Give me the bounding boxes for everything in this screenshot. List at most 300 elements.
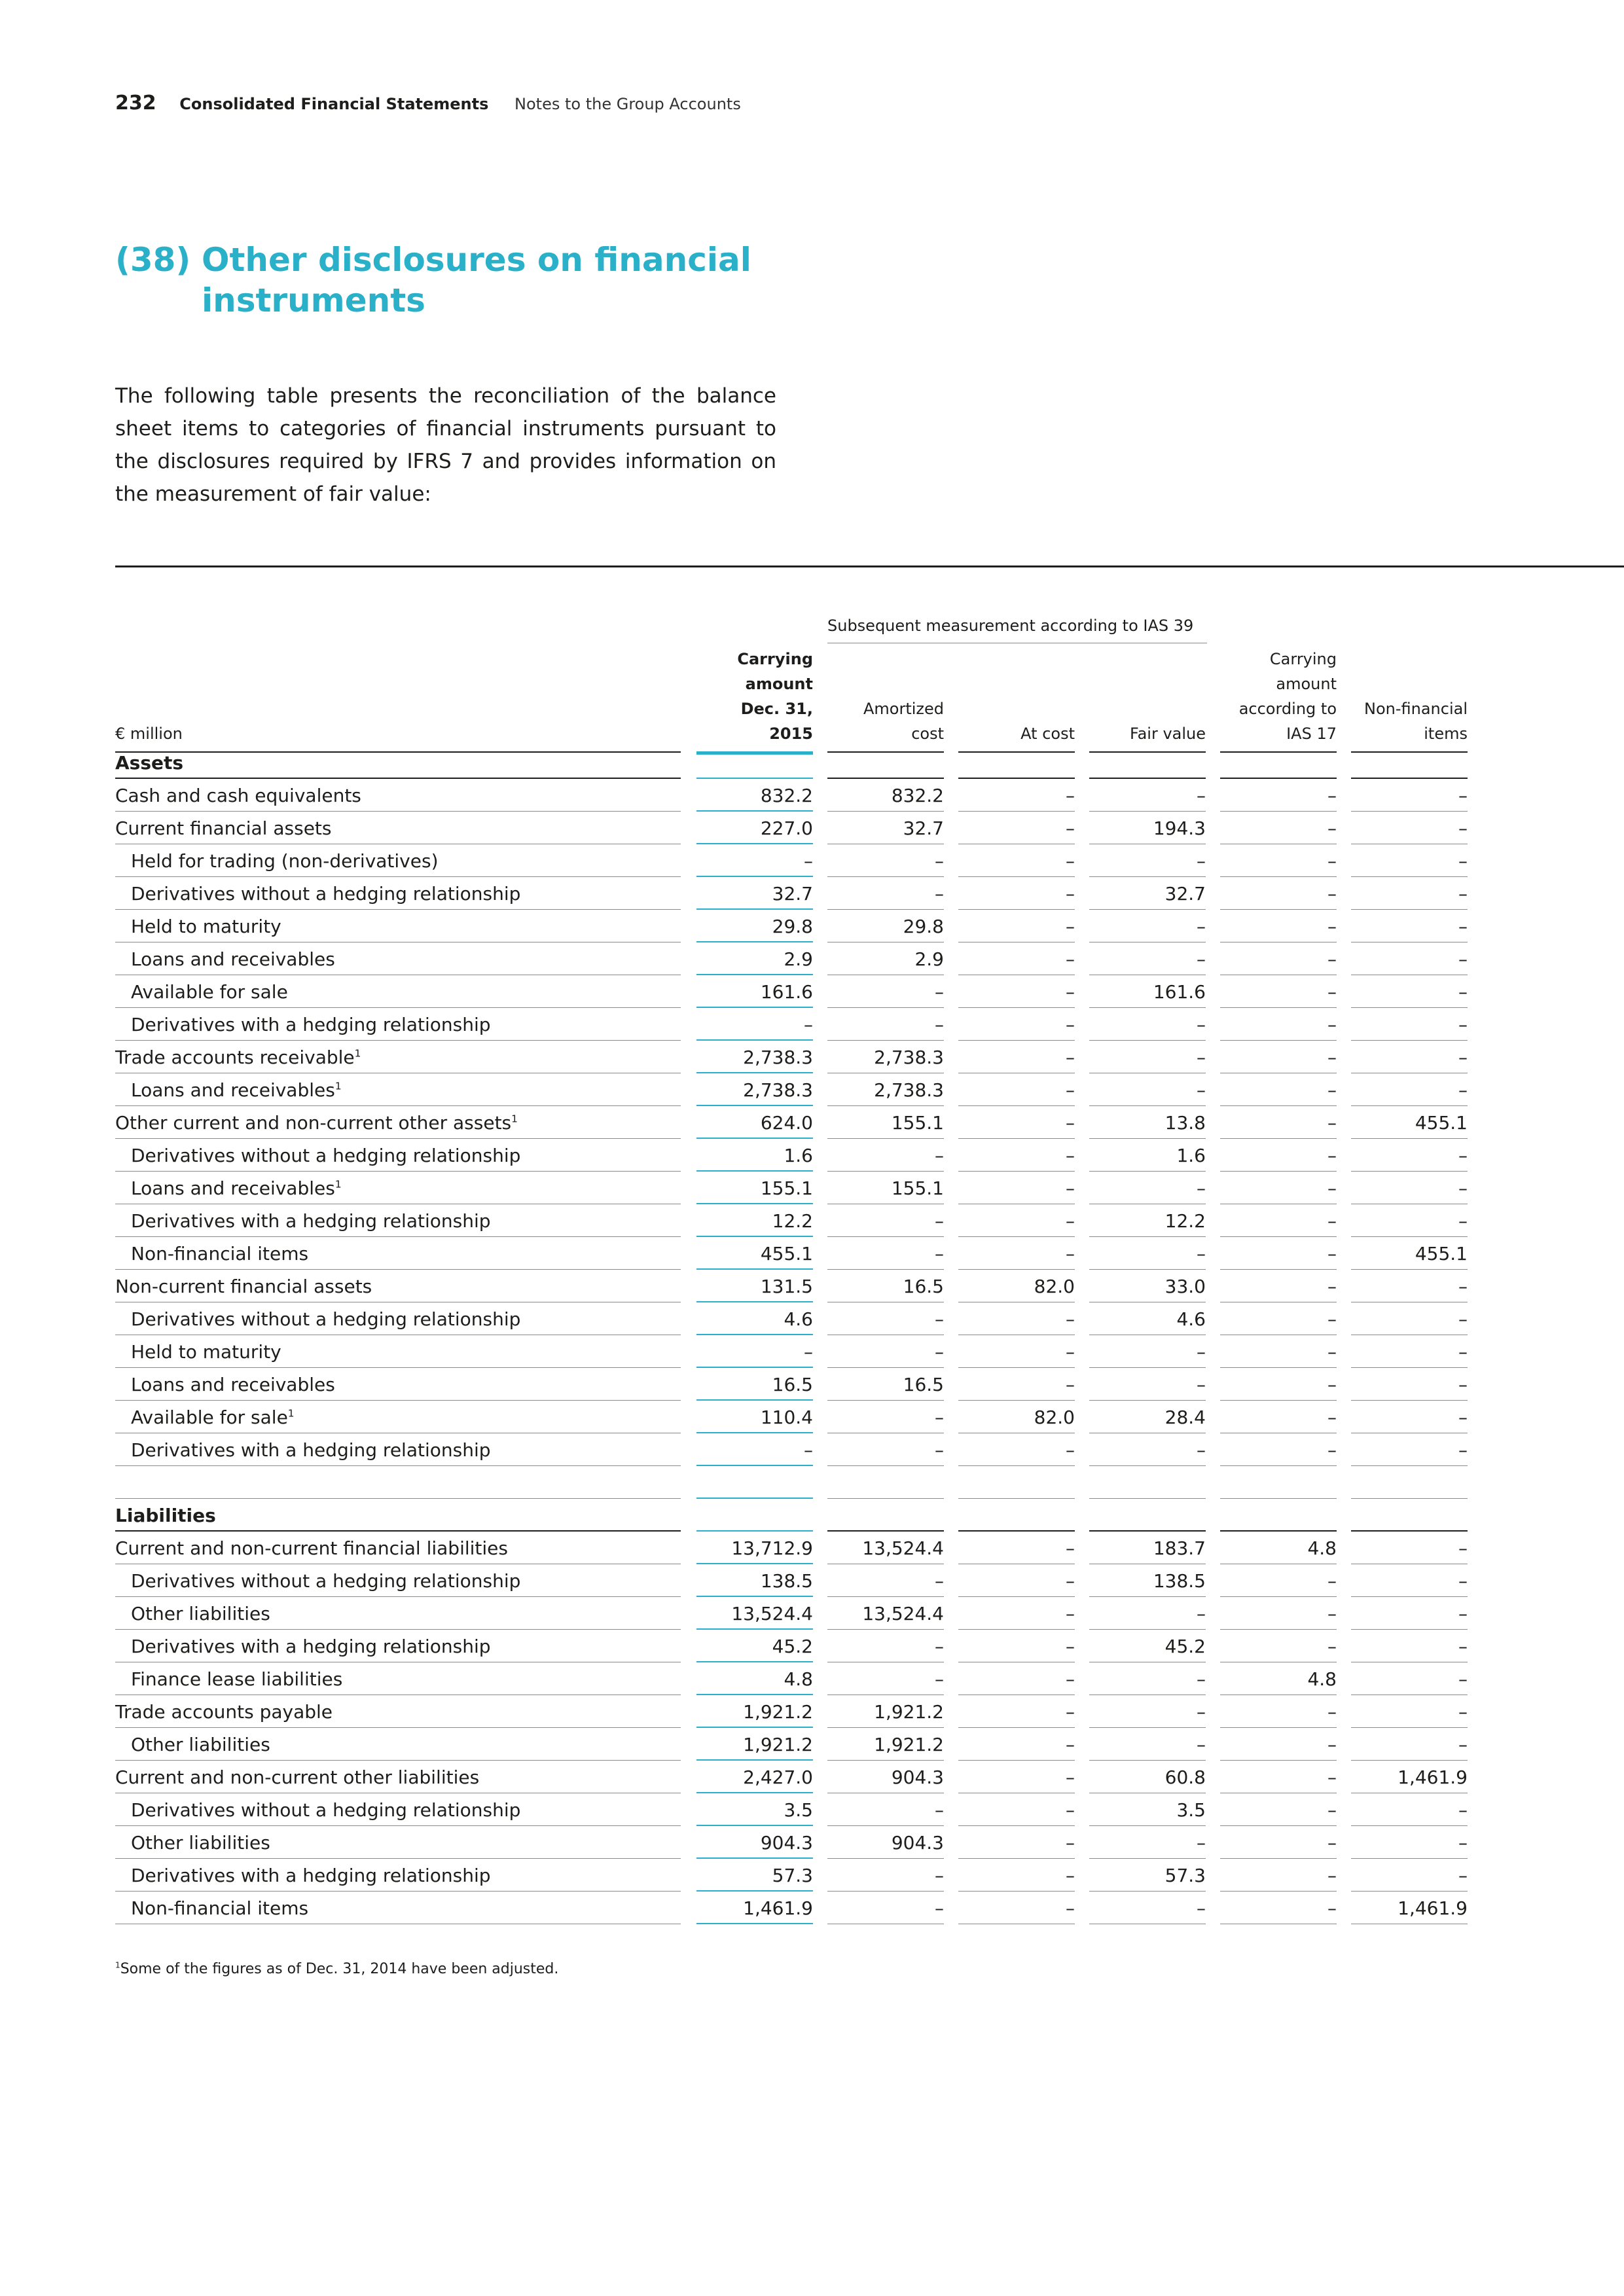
cell-value: – [1066, 1832, 1075, 1854]
table-cell [696, 1270, 813, 1302]
table-cell [696, 1433, 813, 1466]
table-cell [958, 779, 1075, 812]
table-cell [827, 1433, 944, 1466]
table-cell [1220, 1892, 1337, 1924]
cell-value: 4.8 [1307, 1537, 1337, 1559]
table-cell [1089, 1041, 1206, 1073]
table-cell [958, 1237, 1075, 1270]
cell-value: 45.2 [772, 1636, 813, 1657]
table-cell [696, 1172, 813, 1204]
table-cell [1351, 1008, 1468, 1041]
cell-value: 13,524.4 [862, 1603, 944, 1624]
cell-value: – [1458, 1374, 1468, 1395]
table-cell [696, 746, 813, 779]
row-label [131, 1308, 520, 1330]
row-label [131, 1407, 295, 1428]
table-cell [958, 1793, 1075, 1826]
table-row [115, 779, 1470, 812]
table-cell [958, 1041, 1075, 1073]
cell-value: – [1327, 850, 1337, 872]
row-label [131, 1177, 342, 1199]
table-cell [1220, 1499, 1337, 1532]
row-label [115, 1047, 361, 1068]
column-header-4 [1089, 721, 1206, 746]
table-cell [696, 1728, 813, 1761]
footnote-ref: 1 [354, 1047, 361, 1060]
cell-value: – [1066, 916, 1075, 937]
table-cell [958, 1172, 1075, 1204]
row-label-text: Trade accounts receivable [115, 1047, 355, 1068]
table-cell [1351, 877, 1468, 910]
cell-value: – [1458, 1701, 1468, 1723]
table-cell [1089, 1466, 1206, 1499]
cell-value: – [1066, 1537, 1075, 1559]
cell-value: 904.3 [891, 1767, 944, 1788]
cell-value: – [1066, 1112, 1075, 1134]
table-cell [958, 1139, 1075, 1172]
table-cell [827, 1826, 944, 1859]
cell-value: – [1327, 981, 1337, 1003]
table-cell [958, 1335, 1075, 1368]
table-cell [1089, 1499, 1206, 1532]
cell-value: – [1458, 1865, 1468, 1886]
cell-value: – [935, 1308, 944, 1330]
row-label-text: Available for sale [131, 1407, 288, 1428]
table-cell [1089, 779, 1206, 812]
column-header-line: items [1424, 725, 1468, 743]
cell-value: 4.8 [784, 1668, 813, 1690]
cell-value: – [1066, 1341, 1075, 1363]
table-cell [1351, 1270, 1468, 1302]
cell-value: – [1066, 817, 1075, 839]
cell-value: – [1458, 1047, 1468, 1068]
table-cell [1351, 910, 1468, 942]
table-cell [1351, 1335, 1468, 1368]
table-cell [696, 1302, 813, 1335]
table-row [115, 1433, 1470, 1466]
cell-value: – [1197, 1897, 1206, 1919]
cell-value: – [1458, 1832, 1468, 1854]
intro-paragraph: The following table presents the reconciliation of the balance sheet items to categories of financial instruments pursuant to the disclosures required by IFRS 7 and provides information on the measurement of fair value: [115, 384, 776, 506]
table-cell [827, 1597, 944, 1630]
table-cell [1089, 1597, 1206, 1630]
cell-value: 1,461.9 [743, 1897, 813, 1919]
table-cell [827, 1270, 944, 1302]
cell-value: – [1066, 1177, 1075, 1199]
table-cell [1351, 1139, 1468, 1172]
cell-value: – [1066, 1374, 1075, 1395]
cell-value: – [1327, 1603, 1337, 1624]
table-cell [958, 1728, 1075, 1761]
cell-value: – [1066, 1603, 1075, 1624]
table-cell [1089, 1335, 1206, 1368]
footnote-ref: 1 [334, 1080, 342, 1092]
cell-value: – [1327, 1865, 1337, 1886]
row-label [131, 883, 520, 905]
row-label [131, 1079, 342, 1101]
cell-value: – [1066, 1243, 1075, 1265]
table-row [115, 1564, 1470, 1597]
table-cell [1089, 1564, 1206, 1597]
table-cell [827, 1564, 944, 1597]
table-cell [696, 1695, 813, 1728]
table-cell [958, 1564, 1075, 1597]
cell-value: – [1066, 1799, 1075, 1821]
table-cell [1351, 1401, 1468, 1433]
cell-value: – [1066, 1897, 1075, 1919]
row-label [131, 916, 281, 937]
row-label [131, 1668, 342, 1690]
cell-value: – [1327, 1112, 1337, 1134]
cell-value: – [1327, 916, 1337, 937]
cell-value: – [1066, 883, 1075, 905]
cell-value: – [1458, 948, 1468, 970]
subsection-title: Notes to the Group Accounts [514, 95, 741, 113]
row-label-text: Derivatives with a hedging relationship [131, 1439, 491, 1461]
table-cell [696, 1139, 813, 1172]
row-label-text: Current financial assets [115, 817, 332, 839]
table-cell [958, 975, 1075, 1008]
cell-value: – [1327, 883, 1337, 905]
table-body [115, 746, 1470, 1924]
table-cell [1351, 1433, 1468, 1466]
table-cell [696, 1499, 813, 1532]
table-cell [1220, 1237, 1337, 1270]
cell-value: – [1458, 1407, 1468, 1428]
table-cell [1220, 975, 1337, 1008]
table-cell [696, 1204, 813, 1237]
top-rule [115, 565, 1624, 567]
cell-value: 1,921.2 [874, 1701, 944, 1723]
table-cell [696, 1662, 813, 1695]
table-row [115, 877, 1470, 910]
table-cell [1220, 1761, 1337, 1793]
row-label-text: Non-current financial assets [115, 1276, 372, 1297]
table-cell [1220, 1270, 1337, 1302]
table-cell [1351, 1041, 1468, 1073]
cell-value: – [1458, 817, 1468, 839]
row-label-text: Loans and receivables [131, 1079, 335, 1101]
table-cell [1351, 1564, 1468, 1597]
cell-value: 1,921.2 [874, 1734, 944, 1755]
table-cell [1220, 1695, 1337, 1728]
row-label [115, 1112, 518, 1134]
column-header-line: Carrying [737, 650, 813, 668]
cell-value: 33.0 [1164, 1276, 1206, 1297]
table-cell [1089, 1532, 1206, 1564]
row-label [131, 1341, 281, 1363]
row-label [131, 1014, 491, 1035]
unit-label [115, 721, 183, 746]
table-cell [1220, 1401, 1337, 1433]
table-cell [958, 1532, 1075, 1564]
row-label-text: Held for trading (non-derivatives) [131, 850, 439, 872]
table-cell [958, 1761, 1075, 1793]
row-label [115, 1767, 479, 1788]
row-label [131, 1734, 270, 1755]
table-row [115, 1892, 1470, 1924]
cell-value: – [1066, 1439, 1075, 1461]
cell-value: – [1327, 1799, 1337, 1821]
table-cell [1089, 1695, 1206, 1728]
row-label-text: Loans and receivables [131, 1374, 335, 1395]
cell-value: 455.1 [1415, 1243, 1468, 1265]
table-cell [958, 1826, 1075, 1859]
table-cell [1351, 975, 1468, 1008]
row-label-text: Liabilities [115, 1505, 216, 1526]
table-cell [827, 1237, 944, 1270]
cell-value: – [1197, 1177, 1206, 1199]
table-cell [1351, 812, 1468, 844]
cell-value: – [804, 1341, 813, 1363]
cell-value: – [935, 1014, 944, 1035]
page-header [115, 92, 741, 115]
row-label-text: Cash and cash equivalents [115, 785, 361, 806]
cell-value: – [935, 883, 944, 905]
table-cell [696, 1859, 813, 1892]
table-cell [827, 1761, 944, 1793]
cell-value: – [1327, 1701, 1337, 1723]
row-label-text: Non-financial items [131, 1243, 309, 1265]
row-label-text: Derivatives without a hedging relationship [131, 1799, 521, 1821]
table-cell [1089, 1237, 1206, 1270]
cell-value: – [1327, 1243, 1337, 1265]
footnote-marker: 1 [115, 1960, 120, 1970]
table-cell [958, 1302, 1075, 1335]
row-label-text: Assets [115, 752, 184, 774]
table-cell [1089, 1433, 1206, 1466]
table-cell [827, 1073, 944, 1106]
table-cell [1220, 1662, 1337, 1695]
table-cell [1220, 1826, 1337, 1859]
table-cell [1220, 1368, 1337, 1401]
table-cell [958, 746, 1075, 779]
row-label-text: Current and non-current other liabilities [115, 1767, 480, 1788]
table-row [115, 1728, 1470, 1761]
row-label [115, 817, 332, 839]
cell-value: – [1327, 1570, 1337, 1592]
cell-value: 832.2 [760, 785, 813, 806]
table-row [115, 1335, 1470, 1368]
table-cell [696, 1793, 813, 1826]
cell-value: – [1327, 1832, 1337, 1854]
row-label [131, 1570, 520, 1592]
table-row [115, 1401, 1470, 1433]
note-number: (38) [115, 241, 191, 279]
table-cell [1351, 1532, 1468, 1564]
cell-value: – [1458, 883, 1468, 905]
cell-value: – [1327, 1014, 1337, 1035]
table-cell [1089, 1106, 1206, 1139]
table-cell [1351, 1793, 1468, 1826]
cell-value: – [1458, 1145, 1468, 1166]
cell-value: – [1458, 1734, 1468, 1755]
row-label-text: Derivatives with a hedging relationship [131, 1636, 491, 1657]
cell-value: 1,461.9 [1398, 1897, 1468, 1919]
table-cell [1351, 1302, 1468, 1335]
table-row [115, 1172, 1470, 1204]
cell-value: 13,712.9 [731, 1537, 813, 1559]
table-cell [827, 1041, 944, 1073]
cell-value: – [1458, 1079, 1468, 1101]
table-cell [1351, 1499, 1468, 1532]
table-cell [696, 1892, 813, 1924]
row-label [131, 1897, 308, 1919]
table-cell [1351, 1597, 1468, 1630]
table-cell [827, 877, 944, 910]
table-cell [958, 1368, 1075, 1401]
table-cell [827, 1793, 944, 1826]
table-cell [1089, 1073, 1206, 1106]
cell-value: – [1197, 1668, 1206, 1690]
cell-value: 904.3 [891, 1832, 944, 1854]
cell-value: – [804, 1014, 813, 1035]
cell-value: 16.5 [903, 1276, 944, 1297]
row-label [131, 1865, 491, 1886]
cell-value: – [1458, 1210, 1468, 1232]
table-cell [1351, 1204, 1468, 1237]
cell-value: – [1066, 1767, 1075, 1788]
table-cell [827, 1302, 944, 1335]
cell-value: – [1197, 850, 1206, 872]
cell-value: 183.7 [1153, 1537, 1206, 1559]
cell-value: – [1458, 1570, 1468, 1592]
cell-value: – [1458, 1308, 1468, 1330]
row-label-text: Held to maturity [131, 916, 281, 937]
cell-value: 832.2 [891, 785, 944, 806]
cell-value: – [1327, 1407, 1337, 1428]
column-header-line: Carrying [1269, 650, 1337, 668]
table-cell [958, 1597, 1075, 1630]
footnote-text: Some of the figures as of Dec. 31, 2014 have been adjusted. [120, 1961, 559, 1977]
row-label [131, 850, 439, 872]
table-cell [1089, 1662, 1206, 1695]
cell-value: 12.2 [1164, 1210, 1206, 1232]
table-cell [1089, 812, 1206, 844]
cell-value: 60.8 [1164, 1767, 1206, 1788]
cell-value: – [1327, 1439, 1337, 1461]
unit-label-text: € million [115, 725, 183, 743]
column-header-1 [696, 647, 813, 746]
table-cell [1220, 877, 1337, 910]
table-row [115, 1008, 1470, 1041]
table-row [115, 1662, 1470, 1695]
cell-value: 2,738.3 [874, 1047, 944, 1068]
column-header-2 [827, 696, 944, 746]
table-cell [1089, 1826, 1206, 1859]
cell-value: – [1197, 1701, 1206, 1723]
cell-value: 455.1 [1415, 1112, 1468, 1134]
column-header-5 [1220, 647, 1337, 746]
cell-value: – [1197, 1439, 1206, 1461]
row-label [115, 785, 361, 806]
cell-value: 82.0 [1034, 1276, 1075, 1297]
row-label-text: Derivatives without a hedging relationship [131, 883, 521, 905]
row-label [115, 1505, 216, 1526]
table-cell [1089, 1302, 1206, 1335]
cell-value: 29.8 [903, 916, 944, 937]
cell-value: – [1327, 1374, 1337, 1395]
cell-value: 16.5 [772, 1374, 813, 1395]
cell-value: – [1066, 1865, 1075, 1886]
cell-value: 32.7 [1164, 883, 1206, 905]
cell-value: – [1458, 785, 1468, 806]
cell-value: – [935, 1210, 944, 1232]
table-cell [1089, 975, 1206, 1008]
table-row [115, 1270, 1470, 1302]
cell-value: 2,738.3 [874, 1079, 944, 1101]
table-cell [1220, 1335, 1337, 1368]
table-cell [958, 844, 1075, 877]
footnote-ref: 1 [287, 1407, 295, 1420]
cell-value: 16.5 [903, 1374, 944, 1395]
table-cell [696, 1401, 813, 1433]
table-cell [696, 779, 813, 812]
table-cell [696, 1335, 813, 1368]
row-label-text: Loans and receivables [131, 1177, 335, 1199]
cell-value: – [935, 981, 944, 1003]
table-cell [1351, 844, 1468, 877]
row-label [131, 1832, 270, 1854]
table-row [115, 1237, 1470, 1270]
row-label-text: Derivatives without a hedging relationship [131, 1308, 521, 1330]
cell-value: – [1066, 1668, 1075, 1690]
table-row [115, 975, 1470, 1008]
table-cell [1351, 1106, 1468, 1139]
row-label-text: Loans and receivables [131, 948, 335, 970]
cell-value: 1.6 [1176, 1145, 1206, 1166]
table-cell [696, 844, 813, 877]
table-cell [958, 1270, 1075, 1302]
column-header-line: cost [911, 725, 944, 743]
cell-value: – [935, 850, 944, 872]
table-cell [827, 1499, 944, 1532]
cell-value: 4.6 [784, 1308, 813, 1330]
cell-value: 4.8 [1307, 1668, 1337, 1690]
cell-value: 13,524.4 [862, 1537, 944, 1559]
table-cell [1351, 1368, 1468, 1401]
table-cell [827, 1401, 944, 1433]
table-cell [696, 975, 813, 1008]
cell-value: – [1066, 1570, 1075, 1592]
table-cell [827, 1204, 944, 1237]
cell-value: 4.6 [1176, 1308, 1206, 1330]
table-cell [827, 975, 944, 1008]
row-label [131, 1145, 520, 1166]
row-label [131, 981, 288, 1003]
table-cell [696, 1008, 813, 1041]
cell-value: 904.3 [760, 1832, 813, 1854]
page-title [115, 240, 751, 321]
cell-value: – [1327, 1079, 1337, 1101]
row-label-text: Current and non-current financial liabilities [115, 1537, 508, 1559]
cell-value: 110.4 [760, 1407, 813, 1428]
table-cell [1220, 910, 1337, 942]
table-cell [827, 1630, 944, 1662]
table-cell [1220, 1793, 1337, 1826]
cell-value: 161.6 [1153, 981, 1206, 1003]
row-label-text: Derivatives with a hedging relationship [131, 1210, 491, 1232]
cell-value: 624.0 [760, 1112, 813, 1134]
cell-value: – [935, 1865, 944, 1886]
table-cell [958, 877, 1075, 910]
table-cell [1220, 1302, 1337, 1335]
table-row [115, 844, 1470, 877]
cell-value: 194.3 [1153, 817, 1206, 839]
section-title: Consolidated Financial Statements [179, 95, 489, 113]
cell-value: – [1066, 1308, 1075, 1330]
table-cell [958, 1073, 1075, 1106]
